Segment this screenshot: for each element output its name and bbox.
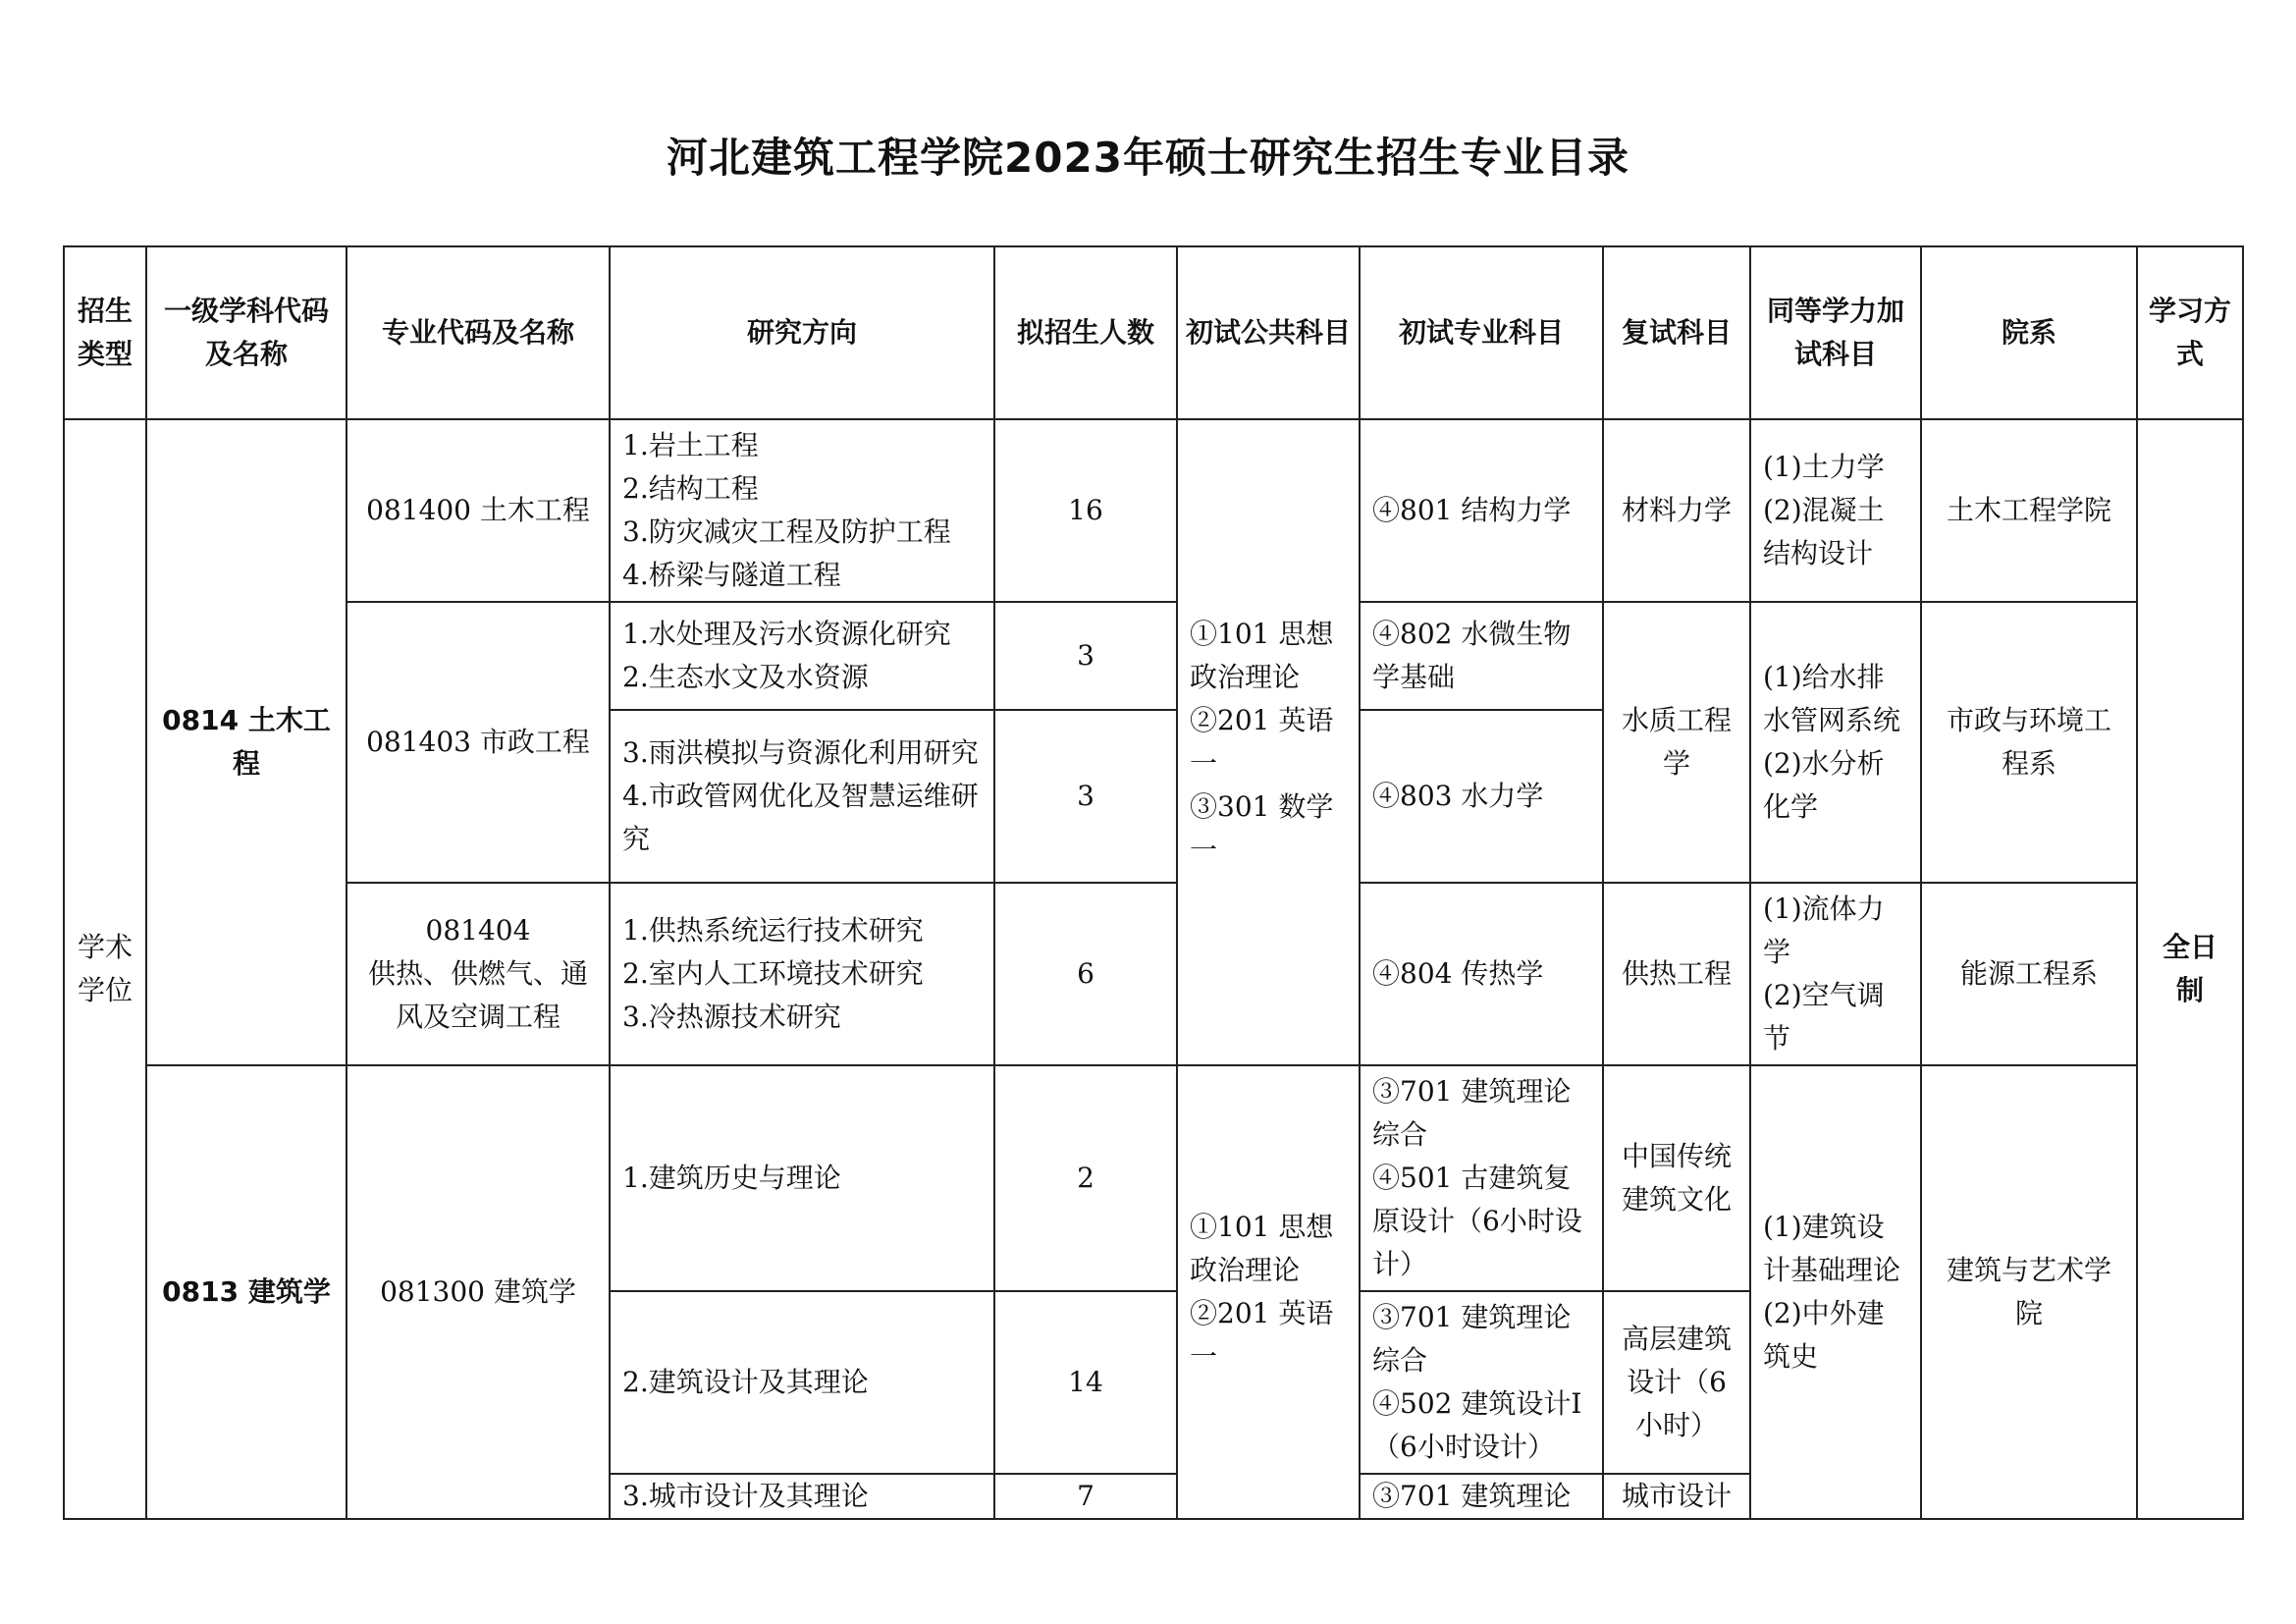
retest-cell: 中国传统建筑文化: [1603, 1065, 1750, 1291]
table-row: [64, 602, 2243, 710]
page-title: 河北建筑工程学院2023年硕士研究生招生专业目录: [667, 134, 1629, 182]
major-exam-cell: ④804 传热学: [1360, 883, 1603, 1065]
direction-cell: 3.雨洪模拟与资源化利用研究 4.市政管网优化及智慧运维研究: [610, 710, 994, 883]
quota-cell: 14: [994, 1291, 1177, 1474]
header-discipline: 一级学科代码及名称: [146, 246, 347, 419]
department-cell: 市政与环境工程系: [1921, 602, 2137, 883]
quota-cell: 3: [994, 602, 1177, 710]
extra-cell: (1)土力学 (2)混凝土结构设计: [1750, 419, 1921, 602]
retest-cell: 供热工程: [1603, 883, 1750, 1065]
department-cell: 土木工程学院: [1921, 419, 2137, 602]
table-row: [64, 883, 2243, 1065]
quota-cell: 3: [994, 710, 1177, 883]
direction-cell: 1.供热系统运行技术研究 2.室内人工环境技术研究 3.冷热源技术研究: [610, 883, 994, 1065]
discipline-cell: 0813 建筑学: [146, 1065, 347, 1519]
table-row: [64, 419, 2243, 602]
public-exam-cell: ①101 思想政治理论 ②201 英语一: [1177, 1065, 1360, 1519]
quota-cell: 16: [994, 419, 1177, 602]
header-major: 专业代码及名称: [347, 246, 610, 419]
major-cell: 081400 土木工程: [347, 419, 610, 602]
extra-cell: (1)给水排水管网系统 (2)水分析化学: [1750, 602, 1921, 883]
major-exam-cell: ③701 建筑理论: [1360, 1474, 1603, 1519]
direction-cell: 1.建筑历史与理论: [610, 1065, 994, 1291]
major-exam-cell: ③701 建筑理论综合 ④501 古建筑复原设计（6小时设计）: [1360, 1065, 1603, 1291]
header-type: 招生类型: [64, 246, 146, 419]
header-major-exam: 初试专业科目: [1360, 246, 1603, 419]
header-retest: 复试科目: [1603, 246, 1750, 419]
major-exam-cell: ④803 水力学: [1360, 710, 1603, 883]
major-exam-cell: ④801 结构力学: [1360, 419, 1603, 602]
direction-cell: 3.城市设计及其理论: [610, 1474, 994, 1519]
direction-cell: 2.建筑设计及其理论: [610, 1291, 994, 1474]
discipline-cell: 0814 土木工程: [146, 419, 347, 1065]
major-cell: 081404 供热、供燃气、通风及空调工程: [347, 883, 610, 1065]
retest-cell: 高层建筑设计（6小时）: [1603, 1291, 1750, 1474]
quota-cell: 2: [994, 1065, 1177, 1291]
major-exam-cell: ④802 水微生物学基础: [1360, 602, 1603, 710]
extra-cell: (1)流体力学 (2)空气调节: [1750, 883, 1921, 1065]
retest-cell: 城市设计: [1603, 1474, 1750, 1519]
degree-type-cell: 学术学位: [64, 419, 146, 1519]
quota-cell: 7: [994, 1474, 1177, 1519]
header-row: [64, 246, 2243, 419]
header-extra: 同等学力加试科目: [1750, 246, 1921, 419]
retest-cell: 水质工程学: [1603, 602, 1750, 883]
study-mode-cell: 全日制: [2137, 419, 2243, 1519]
direction-cell: 1.岩土工程 2.结构工程 3.防灾减灾工程及防护工程 4.桥梁与隧道工程: [610, 419, 994, 602]
public-exam-cell: ①101 思想政治理论 ②201 英语一 ③301 数学一: [1177, 419, 1360, 1065]
table-row: [64, 1065, 2243, 1291]
admissions-catalog-table: [63, 245, 2244, 1520]
department-cell: 能源工程系: [1921, 883, 2137, 1065]
major-exam-cell: ③701 建筑理论综合 ④502 建筑设计Ⅰ（6小时设计）: [1360, 1291, 1603, 1474]
quota-cell: 6: [994, 883, 1177, 1065]
header-quota: 拟招生人数: [994, 246, 1177, 419]
header-mode: 学习方式: [2137, 246, 2243, 419]
direction-cell: 1.水处理及污水资源化研究 2.生态水文及水资源: [610, 602, 994, 710]
header-department: 院系: [1921, 246, 2137, 419]
major-cell: 081300 建筑学: [347, 1065, 610, 1519]
header-public-exam: 初试公共科目: [1177, 246, 1360, 419]
retest-cell: 材料力学: [1603, 419, 1750, 602]
department-cell: 建筑与艺术学院: [1921, 1065, 2137, 1519]
major-cell: 081403 市政工程: [347, 602, 610, 883]
extra-cell: (1)建筑设计基础理论 (2)中外建筑史: [1750, 1065, 1921, 1519]
header-direction: 研究方向: [610, 246, 994, 419]
